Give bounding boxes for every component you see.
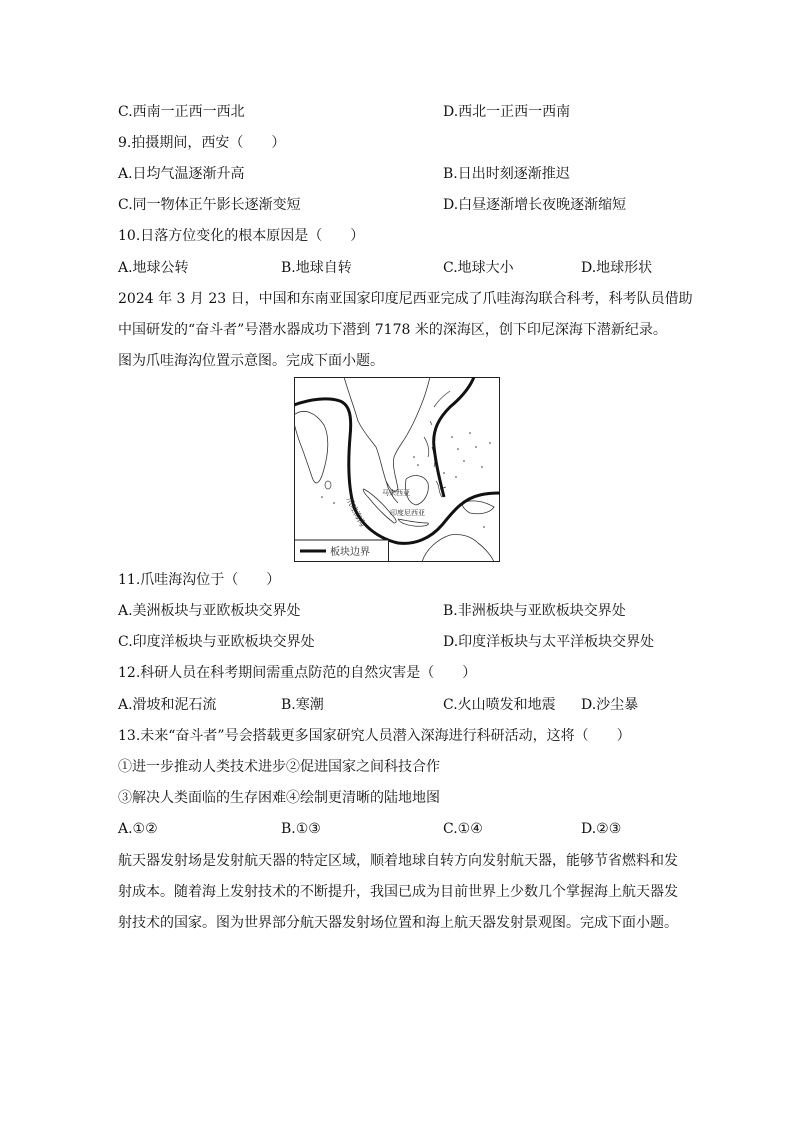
passage3-line2: 射成本。随着海上发射技术的不断提升，我国已成为目前世界上少数几个掌握海上航天器发 xyxy=(118,884,678,900)
map-legend xyxy=(295,540,389,562)
passage3-line3: 射技术的国家。图为世界部分航天器发射场位置和海上航天器发射景观图。完成下面小题。 xyxy=(118,915,678,931)
java-trench-map xyxy=(294,377,500,562)
q11-option-a: A.美洲板块与亚欧板块交界处 xyxy=(118,603,301,619)
legend-label: 板块边界 xyxy=(330,547,370,558)
q12-stem: 12.科研人员在科考期间需重点防范的自然灾害是（ ） xyxy=(118,665,477,681)
q10-option-b: B.地球自转 xyxy=(281,260,352,276)
q13-option-a: A.①② xyxy=(118,821,158,837)
q12-option-d: D.沙尘暴 xyxy=(581,697,639,713)
map-label-java-trench: 爪哇海沟 xyxy=(344,495,368,529)
q13-statements-1: ①进一步推动人类技术进步②促进国家之间科技合作 xyxy=(118,759,440,775)
passage2-line1: 2024 年 3 月 23 日，中国和东南亚国家印度尼西亚完成了爪哇海沟联合科考，科考队员借助 xyxy=(118,291,693,307)
q8-option-d: D.西北一正西一西南 xyxy=(443,104,571,120)
q10-option-d: D.地球形状 xyxy=(581,260,653,276)
passage3-line1: 航天器发射场是发射航天器的特定区域，顺着地球自转方向发射航天器，能够节省燃料和发 xyxy=(118,853,678,869)
q13-stem: 13.未来“奋斗者”号会搭载更多国家研究人员潜入深海进行科研活动，这将（ ） xyxy=(118,728,631,744)
q9-stem: 9.拍摄期间，西安（ ） xyxy=(118,135,286,151)
q13-option-d: D.②③ xyxy=(581,821,622,837)
passage2-line2: 中国研发的“奋斗者”号潜水器成功下潜到 7178 米的深海区，创下印尼深海下潜新纪录。 xyxy=(118,322,667,338)
q9-option-d: D.白昼逐渐增长夜晚逐渐缩短 xyxy=(443,197,627,213)
q9-option-a: A.日均气温逐渐升高 xyxy=(118,166,245,182)
q10-option-a: A.地球公转 xyxy=(118,260,189,276)
q12-option-b: B.寒潮 xyxy=(281,697,324,713)
q13-option-c: C.①④ xyxy=(443,821,483,837)
q9-option-c: C.同一物体正午影长逐渐变短 xyxy=(118,197,301,213)
q12-option-c: C.火山喷发和地震 xyxy=(443,697,556,713)
q10-stem: 10.日落方位变化的根本原因是（ ） xyxy=(118,228,365,244)
q11-option-c: C.印度洋板块与亚欧板块交界处 xyxy=(118,634,315,650)
q12-option-a: A.滑坡和泥石流 xyxy=(118,697,217,713)
map-label-indonesia: 印度尼西亚 xyxy=(390,509,425,517)
q13-option-b: B.①③ xyxy=(281,821,321,837)
q11-stem: 11.爪哇海沟位于（ ） xyxy=(118,572,281,588)
q9-option-b: B.日出时刻逐渐推迟 xyxy=(443,166,570,182)
passage2-line3: 图为爪哇海沟位置示意图。完成下面小题。 xyxy=(118,353,384,369)
q8-option-c: C.西南一正西一西北 xyxy=(118,104,245,120)
q11-option-d: D.印度洋板块与太平洋板块交界处 xyxy=(443,634,655,650)
q13-statements-2: ③解决人类面临的生存困难④绘制更清晰的陆地地图 xyxy=(118,790,440,806)
q11-option-b: B.非洲板块与亚欧板块交界处 xyxy=(443,603,626,619)
q10-option-c: C.地球大小 xyxy=(443,260,514,276)
map-label-malaysia: 马来西亚 xyxy=(382,489,410,497)
